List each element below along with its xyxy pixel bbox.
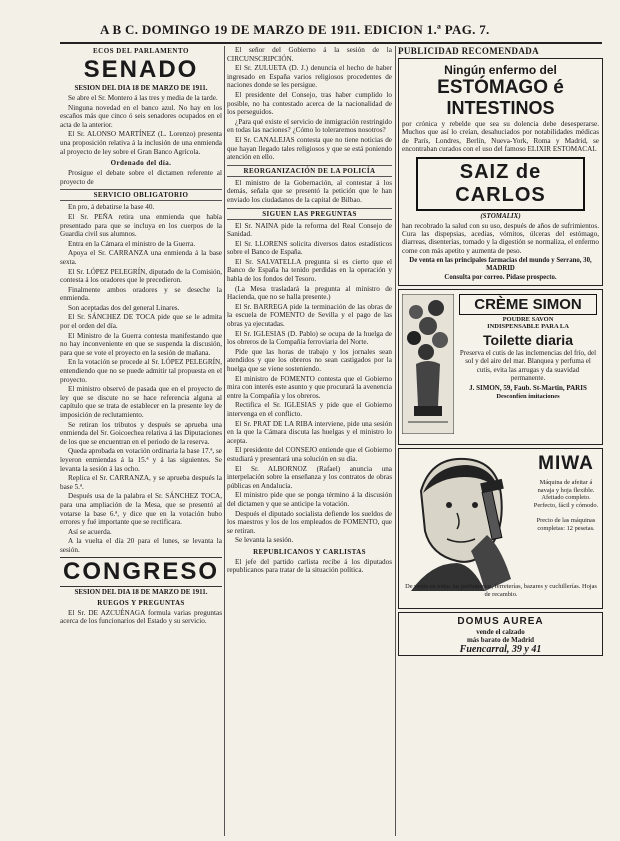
article-paragraph: El Sr. SALVATELLA pregunta si es cierto que el Banco de España ha tenido perdidas en la operación y habla de los fondos del Tesoro. [227, 257, 392, 284]
article-paragraph: Se abre el Sr. Montero á las tres y media de la tarde. [68, 94, 218, 102]
header-rule [60, 42, 602, 44]
article-paragraph: Queda aprobada en votación ordinaria la base 17.ª, se leyeron enmiendas á la 15.ª y á las siguientes. Se levanta la sesión á las ocho. [60, 447, 222, 473]
senado-session-line: SESION DEL DIA 18 DE MARZO DE 1911. [74, 84, 208, 92]
column-rule [395, 46, 396, 836]
article-paragraph: Después el diputado socialista defiende los sueldos de los maestros y los de los empleados de FOMENTO, que se retiran. [227, 509, 392, 535]
column-congress-continued [227, 46, 392, 836]
article-paragraph: El señor del Gobierno á la sesión de la CIRCUNSCRIPCIÓN. [227, 46, 392, 63]
creme-product: Toilette diaria [483, 332, 573, 349]
article-paragraph: El ministro de la Gobernación, al contestar á los demás, señala que se presentó la petición que le han enviado los ciudadanos de la capital de Bilbao. [227, 178, 392, 204]
article-paragraph: El Sr. DE AZCUÉNAGA formula varias preguntas acerca de los funcionarios del Estado y su servicio. [60, 608, 222, 626]
ad-stomach-heading: ESTÓMAGO é [437, 77, 564, 98]
article-paragraph: El Sr. NAINA pide la reforma del Real Consejo de Sanidad. [227, 221, 392, 239]
domus-line: vende el calzado [476, 628, 525, 637]
article-paragraph: Entra en la Cámara el ministro de la Guerra. [68, 239, 196, 248]
senado-heading: SENADO [83, 56, 199, 83]
creme-sub: INDISPENSABLE PARA LA [487, 323, 569, 331]
article-paragraph: El Sr. IGLESIAS (D. Pablo) se ocupa de la huelga de los obreros de la Compañía ferroviaria del Norte. [227, 329, 392, 347]
domus-address: Fuencarral, 39 y 41 [459, 644, 542, 656]
article-paragraph: Apoya el Sr. CARRANZA una enmienda á la base sexta. [60, 249, 222, 266]
section-kicker: ECOS DEL PARLAMENTO [93, 47, 189, 55]
article-paragraph: Ninguna novedad en el banco azul. No hay en los escaños más que cinco ó seis senadores ocupados en el acta de la anterior. [60, 103, 222, 129]
servicio-obligatorio-subhead: SERVICIO OBLIGATORIO [60, 189, 222, 201]
running-head: A B C. DOMINGO 19 DE MARZO DE 1911. EDICION 1.ª PAG. 7. [100, 22, 490, 37]
stomach-elixir-ad [398, 58, 603, 286]
column-rule [224, 46, 225, 836]
article-paragraph: El Sr. ALONSO MARTÍNEZ (L. Lorenzo) presenta una proposición relativa á la inclusión de una enmienda al proyecto de ley sobre el Gran Banco Agrícola. [60, 130, 222, 156]
miwa-bottom-text: De venta en todas las perfumerías, ferreterías, bazares y cuchillerías. Hojas de recambio. [405, 583, 597, 598]
miwa-description [531, 479, 601, 532]
article-paragraph: A la vuelta el día 20 para el lunes, se levanta la sesión. [60, 537, 222, 554]
article-paragraph: Rectifica el Sr. IGLESIAS y pide que el Gobierno intervenga en el conflicto. [227, 401, 392, 418]
creme-label: POUDRE SAVON [502, 316, 554, 324]
column-parliament [60, 46, 222, 836]
ad-footer-line: De venta en las principales farmacias del mundo y Serrano, 30, MADRID [409, 257, 592, 273]
miwa-razor-ad [398, 448, 603, 609]
domus-aurea-ad [398, 612, 603, 656]
creme-text: Preserva el cutis de las inclemencias del frío, del sol y del aire del mar. Blanquea y perfuma el cutis, evita las arrugas y da suavidad permanente. [459, 349, 597, 382]
article-paragraph: El ministro observó de pasada que en el proyecto de ley que se discute no se hace referencia alguna al capítulo que se trata de establecer en la presente ley de imposición de reclutamiento. [60, 385, 222, 419]
article-paragraph: El Sr. LLORENS solicita diversos datos estadísticos sobre el Banco de España. [227, 239, 392, 257]
creme-footer: Desconfíen imitaciones [496, 393, 560, 401]
article-paragraph: Después usa de la palabra el Sr. SÁNCHEZ TOCA, para una ampliación de la Mesa, que se presentó al votarse la base 6.ª, y dice que en la votación hubo errores y fué importante que se rectificara. [60, 492, 222, 527]
article-paragraph: El Sr. LÓPEZ PELEGRÍN, diputado de la Comisión, contesta á los oradores que le precedieron. [60, 267, 222, 285]
article-paragraph: El presidente del CONSEJO entiende que el Gobierno estudiará y presentará una solución en su día. [227, 446, 392, 463]
ad-footer-line: Consulta por correo. Pídase prospecto. [444, 274, 557, 282]
creme-ad-text-block [459, 294, 597, 400]
article-paragraph: Son aceptadas dos del general Linares. [68, 303, 180, 312]
article-paragraph: El Sr. CANALEJAS contesta que no tiene noticias de que hayan llegado tales religiosos y que se está poniendo atención en ello. [227, 135, 392, 162]
congreso-heading: CONGRESO [60, 557, 222, 587]
article-paragraph: El jefe del partido carlista recibe á los diputados republicanos para tratar de la situación política. [227, 557, 392, 575]
article-paragraph: El Sr. SÁNCHEZ DE TOCA pide que se le admita por el orden del día. [60, 313, 222, 331]
article-paragraph: Se retiran los tributos y después se aprueba una enmienda del Sr. Goicoechea relativa á las Diputaciones de los que se encuentran en el periodo de la reserva. [60, 420, 222, 446]
article-paragraph: El Sr. ALBORNOZ (Rafael) anuncia una interpelación sobre la enseñanza y los contratos de obras públicas en Andalucía. [227, 464, 392, 490]
article-paragraph: ¿Para qué existe el servicio de inmigración restringido en todas las naciones? ¿Cómo lo toleraremos nosotros? [227, 117, 392, 135]
article-paragraph: El presidente del Consejo, tras haber cumplido lo posible, no ha contestado acerca de la nacionalidad de los perseguidos. [227, 90, 392, 117]
republicanos-subhead: REPUBLICANOS Y CARLISTAS [253, 547, 366, 556]
article-paragraph: El Sr. PEÑA retira una enmienda que había presentado para que se incluya en los cuerpos de la Guardia civil sus alumnos. [60, 212, 222, 239]
ad-brand-subtitle: (STOMALIX) [480, 211, 521, 220]
domus-title: DOMUS AUREA [457, 616, 544, 628]
ad-kicker: Ningún enfermo del [444, 63, 557, 77]
article-paragraph: El Sr. BARREGA pide la terminación de las obras de la escuela de FOMENTO de Sevilla y el pago de las obras ya ejecutadas. [227, 302, 392, 329]
article-paragraph: (La Mesa trasladará la pregunta al ministro de Hacienda, que no se halla presente.) [227, 284, 392, 302]
policia-subhead: REORGANIZACIÓN DE LA POLICÍA [227, 165, 392, 177]
ad-brand-box: SAIZ de CARLOS [416, 157, 585, 211]
shaving-man-illustration [401, 451, 529, 599]
article-paragraph: El ministro pide que se ponga término á la discusión del dictamen y que se anticipe la votación. [227, 491, 392, 508]
article-paragraph: En la votación se procede al Sr. LÓPEZ PELEGRÍN, entendiendo que no se puede admitir tal propuesta en el proyecto. [60, 358, 222, 384]
article-paragraph: En pro, á debatirse la base 40. [68, 203, 155, 212]
article-paragraph: Prosigue el debate sobre el dictamen referente al proyecto de [60, 169, 222, 186]
article-paragraph: Así se acuerda. [68, 527, 112, 536]
article-paragraph: El Sr. PRAT DE LA RIBA interviene, pide una sesión en la que la Cámara discuta las huelgas y el ministro lo acepta. [227, 419, 392, 445]
article-paragraph: El Sr. ZULUETA (D. J.) denuncia el hecho de haber ingresado en España varios religiosos procedentes de naciones donde se les persigue. [227, 64, 392, 90]
article-paragraph: Pide que las horas de trabajo y los jornales sean atendidos y que los obreros no sean castigados por la huelga que se viene sosteniendo. [227, 347, 392, 373]
article-paragraph: Se levanta la sesión. [235, 536, 294, 545]
article-paragraph: Finalmente ambos oradores y se deseche la enmienda. [60, 285, 222, 303]
article-paragraph: El ministro de FOMENTO contesta que el Gobierno mira con interés este asunto y que procurará la avenencia entre la Compañía y los obreros. [227, 374, 392, 400]
article-paragraph: El Ministro de la Guerra contesta manifestando que no hay inconveniente en que se suspenda la discusión, para que se vote el proyecto en la sesión de mañana. [60, 331, 222, 357]
miwa-text-1: Máquina de afeitar á navaja y hoja flexible. Afeitado completo. Perfecto, fácil y cómodo. [533, 479, 599, 510]
miwa-text-2: Precio de las máquinas completas: 12 pesetas. [536, 517, 596, 532]
domus-line: más barato de Madrid [466, 636, 535, 645]
creme-simon-ad [398, 289, 603, 445]
creme-brand: CRÈME SIMON [459, 294, 597, 315]
ad-section-title: PUBLICIDAD RECOMENDADA [398, 46, 540, 56]
ad-intestines-heading: INTESTINOS [446, 98, 555, 118]
ruegos-subhead: RUEGOS Y PREGUNTAS [97, 598, 185, 607]
column-advertising [398, 46, 603, 836]
preguntas-subhead: SIGUEN LAS PREGUNTAS [227, 208, 392, 220]
ad-body-text: han recobrado la salud con su uso, después de años de sufrimientos. Cura las dispepsias, acedias, vómitos, úlceras del estómago, diarreas, disenterías, tomado y la digestión se normaliza, el enfermo come con más apetito y aumenta de peso. [402, 221, 599, 255]
flower-vase-illustration [402, 294, 454, 434]
order-of-day-subhead: Ordenado del día. [110, 159, 172, 168]
article-paragraph: Replica el Sr. CARRANZA, y se aprueba después la base 5.ª. [60, 474, 222, 491]
congreso-session-line: SESION DEL DIA 18 DE MARZO DE 1911. [74, 587, 208, 596]
miwa-brand: MIWA [538, 453, 594, 475]
creme-address: J. SIMON, 59, Faub. St-Martin, PARIS [469, 384, 587, 393]
ad-body-text: por crónica y rebelde que sea su dolencia debe desesperarse. Muchos que así lo creían, desahuciados por notabilidades médicas de París, Londres, Berlín, Nueva-York, Roma y Madrid, se encontraban curados con el uso del famoso ELIXIR ESTOMACAL [402, 120, 599, 154]
